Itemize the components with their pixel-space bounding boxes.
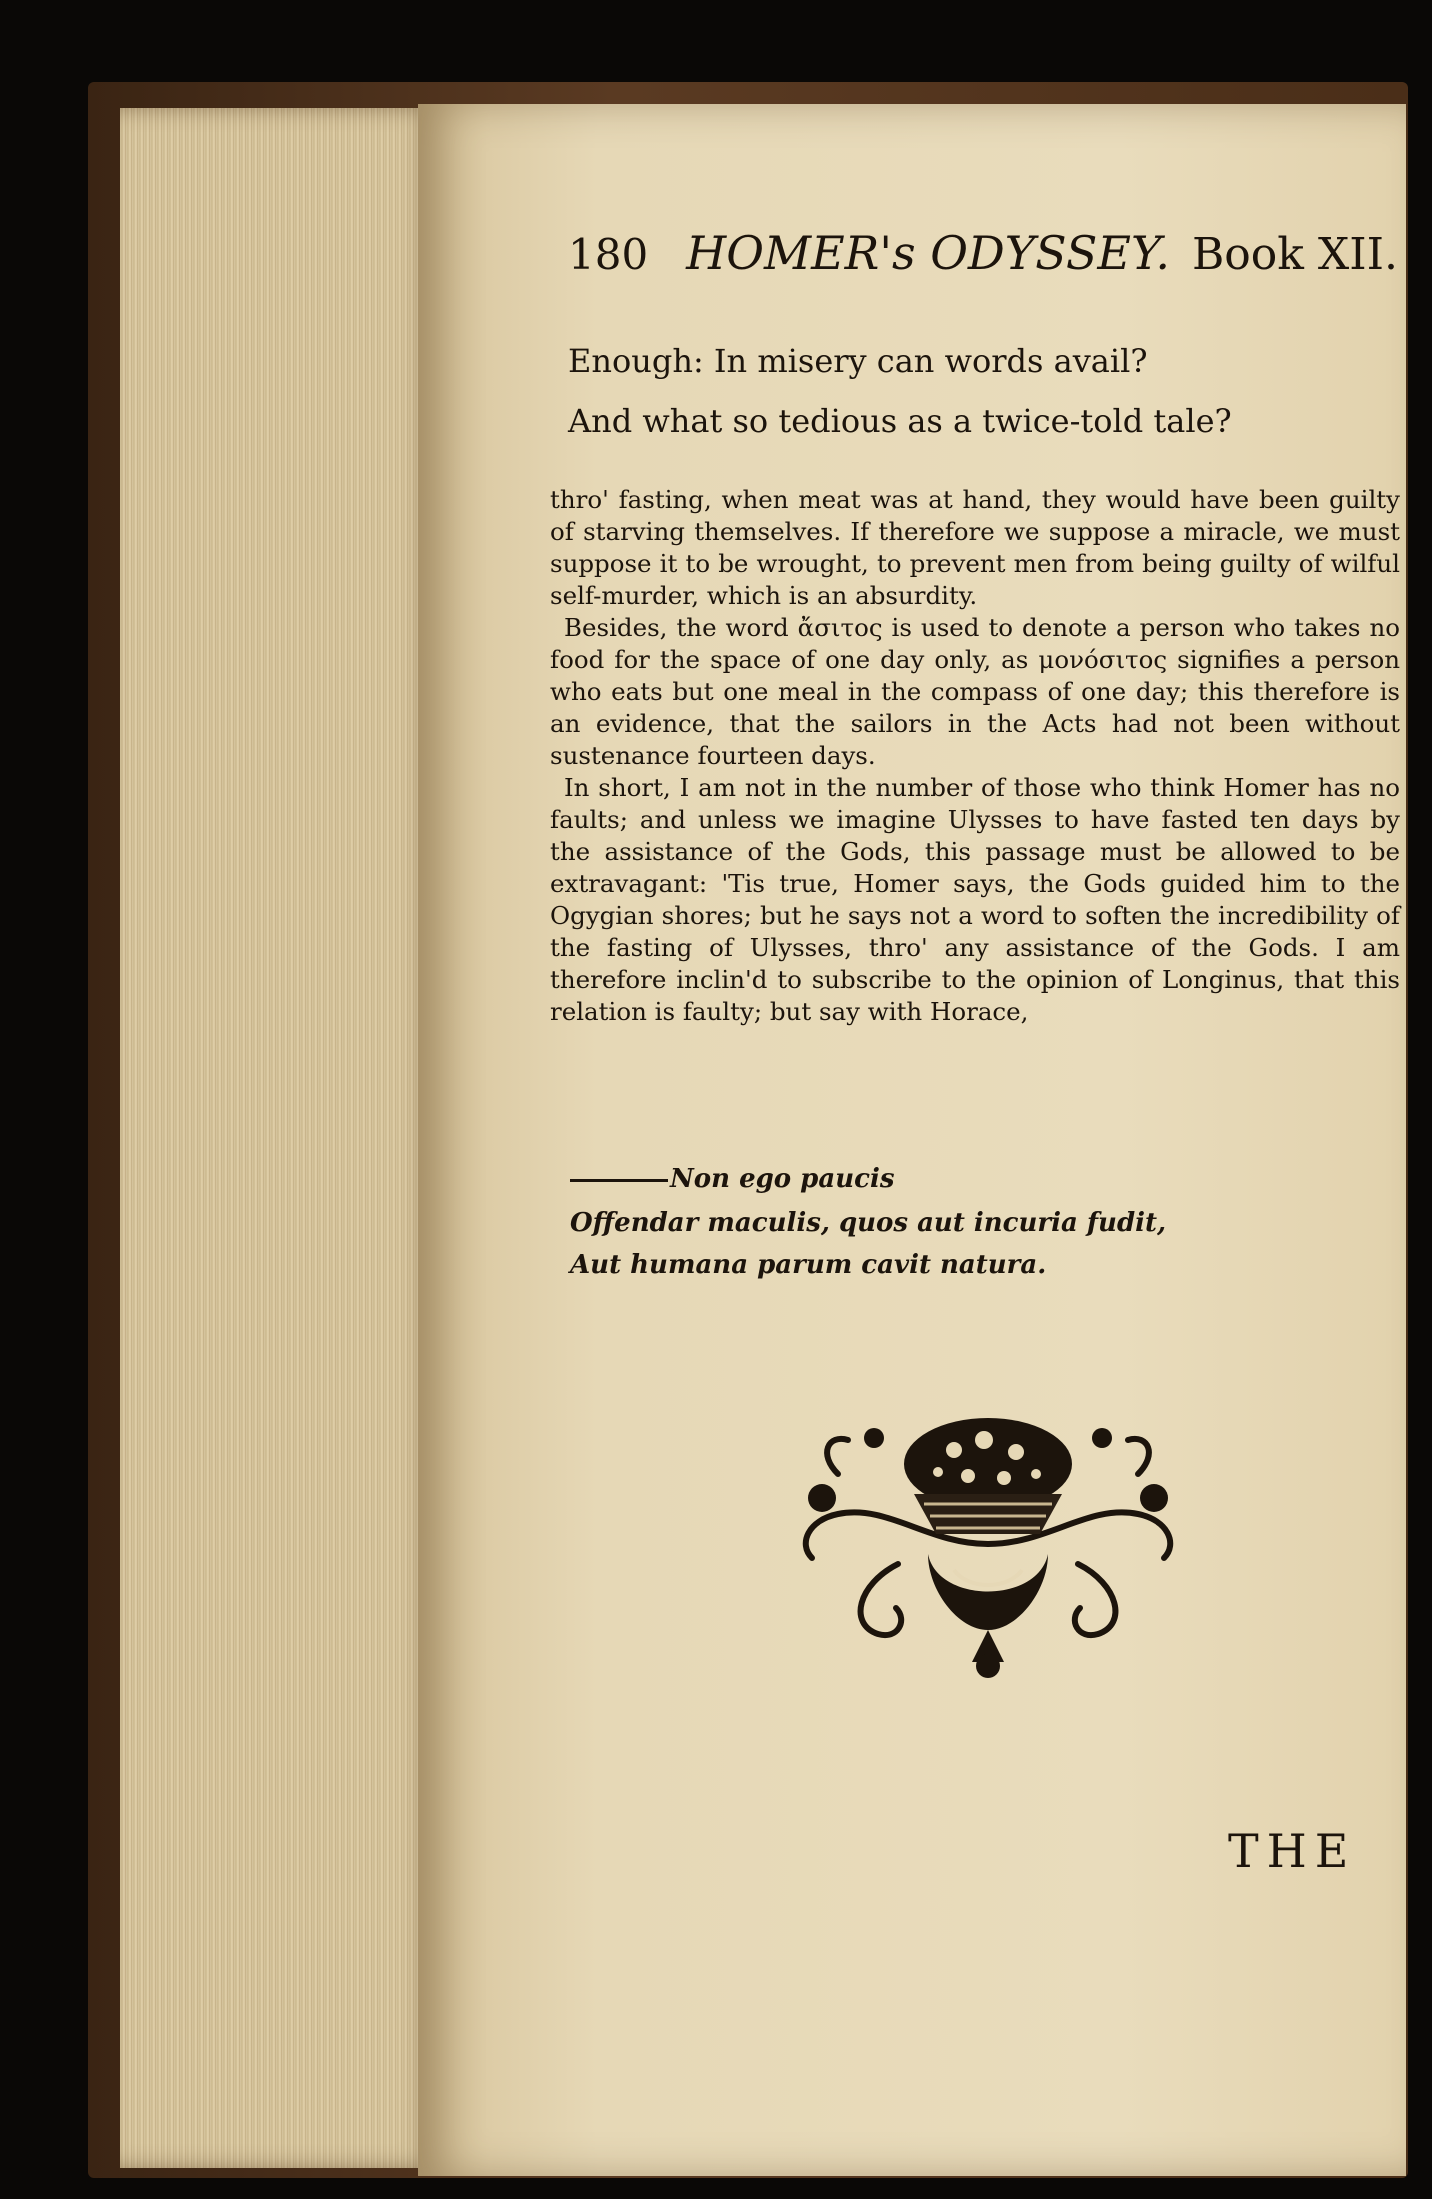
latin-quote-line-2: Offendar maculis, quos aut incuria fudit, <box>570 1208 1167 1238</box>
latin-quote-line-1 <box>570 1164 894 1194</box>
latin-quote-line-3: Aut humana parum cavit natura. <box>570 1250 1047 1280</box>
catchword: THE <box>1228 1824 1357 1878</box>
page-header <box>568 226 1398 296</box>
paragraph-2: Besides, the word ἄσιτος is used to denote a person who takes no food for the space of one day only, as μονόσιτος signifies a person who eats but one meal in the compass of one day; this therefore is an evidence, that the sailors in the Acts had not been without sustenance fourteen days. <box>550 613 1400 770</box>
paragraph-1: thro' fasting, when meat was at hand, they would have been guilty of starving themselves. If therefore we suppose a miracle, we must suppose it to be wrought, to prevent men from being guilty of wilful self-murder, which is an absurdity. <box>550 485 1400 610</box>
latin-quote-text-1: Non ego paucis <box>670 1164 895 1194</box>
book-page <box>418 104 1406 2176</box>
flower-basket-ornament-icon <box>778 1394 1198 1684</box>
paragraph-3: In short, I am not in the number of those who think Homer has no faults; and unless we imagine Ulysses to have fasted ten days by the assistance of the Gods, this passage must be allowed to be extravagant: 'Tis true, Homer says, the Gods guided him to the Ogygian shores; but he says not a word to soften the incredibility of the fasting of Ulysses, thro' any assistance of the Gods. I am therefore inclin'd to subscribe to the opinion of Longinus, that this relation is faulty; but say with Horace, <box>550 773 1400 1026</box>
page-number: 180 <box>568 230 649 279</box>
verse-line-2: And what so tedious as a twice-told tale? <box>568 402 1232 440</box>
running-title: HOMER's ODYSSEY. <box>686 226 1171 280</box>
quote-dash <box>570 1179 668 1182</box>
page-edges <box>120 108 438 2168</box>
book-label: Book XII. <box>1191 229 1398 280</box>
verse-line-1: Enough: In misery can words avail? <box>568 342 1148 380</box>
commentary-text <box>550 484 1400 1028</box>
